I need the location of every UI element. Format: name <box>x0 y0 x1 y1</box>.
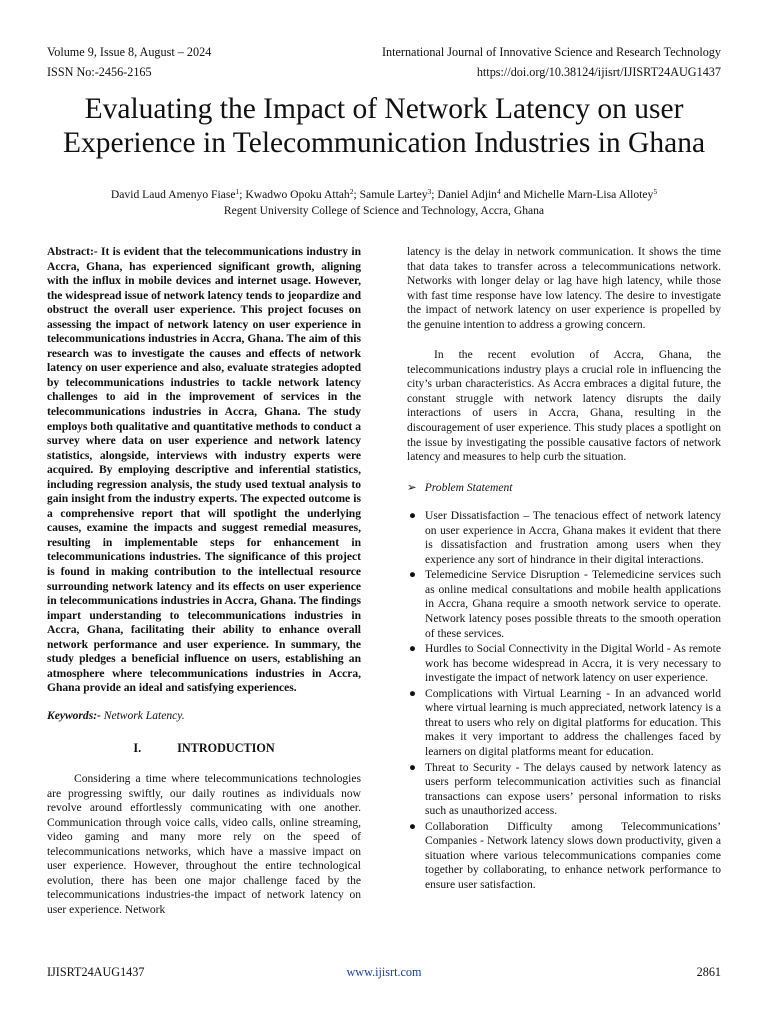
author-5-affil: 5 <box>653 187 658 196</box>
author-3: ; Samule Lartey <box>353 188 428 201</box>
footer-website-link[interactable]: www.ijisrt.com <box>346 965 422 979</box>
keywords-label: Keywords:- <box>47 709 101 722</box>
title-line-1: Evaluating the Impact of Network Latency on user <box>84 93 684 125</box>
list-item-text: Complications with Virtual Learning - In an advanced world where virtual learning is much appreciated, network latency is a threat to users who rely on digital platforms for education. This makes it very important to address the challenges faced by learners on digital platforms meant for education. <box>425 687 721 758</box>
list-item <box>407 761 721 819</box>
bullet-icon: ● <box>409 687 416 700</box>
paper-title <box>30 92 738 160</box>
author-4: ; Daniel Adjin <box>431 188 497 201</box>
author-1: David Laud Amenyo Fiase <box>110 188 236 201</box>
problem-statement-heading <box>407 481 721 496</box>
section-title: INTRODUCTION <box>177 740 275 755</box>
author-2-affil: 2 <box>349 187 354 196</box>
author-2: ; Kwadwo Opoku Attah <box>239 188 350 201</box>
left-column <box>47 245 361 918</box>
bullet-icon: ● <box>409 761 416 774</box>
recent-evolution-paragraph: In the recent evolution of Accra, Ghana, the telecommunications industry plays a crucial role in influencing the city’s urban characteristics. As Accra embraces a digital future, the constant struggle with network latency disrupts the daily interactions of users in Accra, Ghana, resulting in the discouragement of user experience. This study places a spotlight on the issue by investigating the possible causative factors of network latency and measures to help curb the situation. <box>407 349 721 464</box>
list-item-text: Threat to Security - The delays caused by network latency as users perform telecommunication activities such as financial transactions can expose users’ personal information to risks such as unauthorized access. <box>425 761 721 818</box>
latency-paragraph: latency is the delay in network communication. It shows the time that data takes to transfer across a telecommunications network. Networks with longer delay or lag have high latency, while those with fast time response have low latency. The desire to investigate the impact of network latency on user experience is propelled by the genuine intention to address a growing concern. <box>407 246 721 331</box>
author-3-affil: 3 <box>427 187 432 196</box>
list-item <box>407 568 721 641</box>
doi-link[interactable]: https://doi.org/10.38124/ijisrt/IJISRT24AUG1437 <box>476 65 721 79</box>
author-list <box>30 187 738 202</box>
list-item <box>407 509 721 567</box>
list-item <box>407 820 721 893</box>
title-line-2: Experience in Telecommunication Industries in Ghana <box>62 127 706 159</box>
list-item <box>407 642 721 686</box>
list-item-text: User Dissatisfaction – The tenacious effect of network latency on user experience in Accra, Ghana makes it evident that there is dissatisfaction and frustration among users when they experience any sort of hindrance in their digital interactions. <box>425 510 721 566</box>
abstract: Abstract:- It is evident that the telecommunications industry in Accra, Ghana, has experienced significant growth, aligning with the influx in mobile devices and internet usage. However, the widespread issue of network latency tends to jeopardize and obstruct the overall user experience. This project focuses on assessing the impact of network latency on user experience in telecommunications industries in Accra, Ghana. The aim of this research was to investigate the causes and effects of network latency on user experience and also, evaluate strategies adopted by telecommunications industries to tackle network latency challenges to aid in the improvement of services in the telecommunications industries in Accra, Ghana. The study employs both qualitative and quantitative methods to conduct a survey where data on user experience and network latency statistics, alongside, interviews with industry experts were acquired. By employing descriptive and inferential statistics, including regression analysis, the study used textual analysis to gain insight from the industry experts. The expected outcome is a comprehensive report that will spotlight the underlying causes, examine the impacts and suggest remedial measures, resulting in implementable steps for enhancement in telecommunications industries. The significance of this project is found in making contribution to the intellectual resource surrounding network latency and its effects on user experience in telecommunications industries in Accra, Ghana. The findings impart understanding to telecommunications industries in Accra, Ghana, facilitating their ability to enhance overall network performance and user experience. In summary, the study pledges a beneficial influence on users, establishing an atmosphere where telecommunications industries in Accra, Ghana provide an ideal and satisfying experiences. <box>47 246 361 695</box>
author-4-affil: 4 <box>496 187 501 196</box>
list-item <box>407 687 721 760</box>
author-1-affil: 1 <box>235 187 240 196</box>
problem-list <box>407 509 721 892</box>
intro-paragraph: Considering a time where telecommunications technologies are progressing swiftly, our daily routines as individuals now revolve around effortlessly communicating with one another. Communication through voice calls, video calls, online streaming, video gaming and many more rely on the speed of telecommunications networks, which have a massive impact on user experience. However, throughout the entire technological evolution, there has been one major challenge faced by the telecommunications industries-the impact of network latency on user experience. Network <box>47 773 361 916</box>
volume-issue: Volume 9, Issue 8, August – 2024 <box>47 45 212 59</box>
bullet-icon: ● <box>409 569 416 582</box>
affiliation: Regent University College of Science and Technology, Accra, Ghana <box>223 204 545 217</box>
list-item-text: Hurdles to Social Connectivity in the Digital World - As remote work has become widespread in Accra, it is very necessary to investigate the impact of network latency on user experience. <box>425 643 721 685</box>
right-column <box>407 245 721 893</box>
footer-paper-id: IJISRT24AUG1437 <box>47 965 145 979</box>
section-number: I. <box>133 740 142 755</box>
journal-name: International Journal of Innovative Science and Research Technology <box>381 45 721 59</box>
bullet-icon: ● <box>409 510 416 523</box>
author-5: and Michelle Marn-Lisa Allotey <box>500 188 654 201</box>
list-item-text: Telemedicine Service Disruption - Telemedicine services such as online medical consultations and mobile health applications in Accra, Ghana require a smooth network service to operate. Network latency poses possible threats to the smooth operation of these services. <box>425 569 721 640</box>
section-heading-introduction <box>47 741 361 756</box>
problem-statement-label: Problem Statement <box>424 481 513 494</box>
keywords-value: Network Latency. <box>100 709 185 722</box>
arrow-bullet-icon: ➢ <box>407 481 417 494</box>
issn: ISSN No:-2456-2165 <box>47 65 152 79</box>
bullet-icon: ● <box>409 643 416 656</box>
bullet-icon: ● <box>409 820 416 833</box>
list-item-text: Collaboration Difficulty among Telecommunications’ Companies - Network latency slows down productivity, given a situation where various telecommunications companies come together by collaborating, to enhance network performance to ensure user satisfaction. <box>425 820 721 891</box>
keywords <box>47 709 361 724</box>
page-number: 2861 <box>696 965 721 979</box>
